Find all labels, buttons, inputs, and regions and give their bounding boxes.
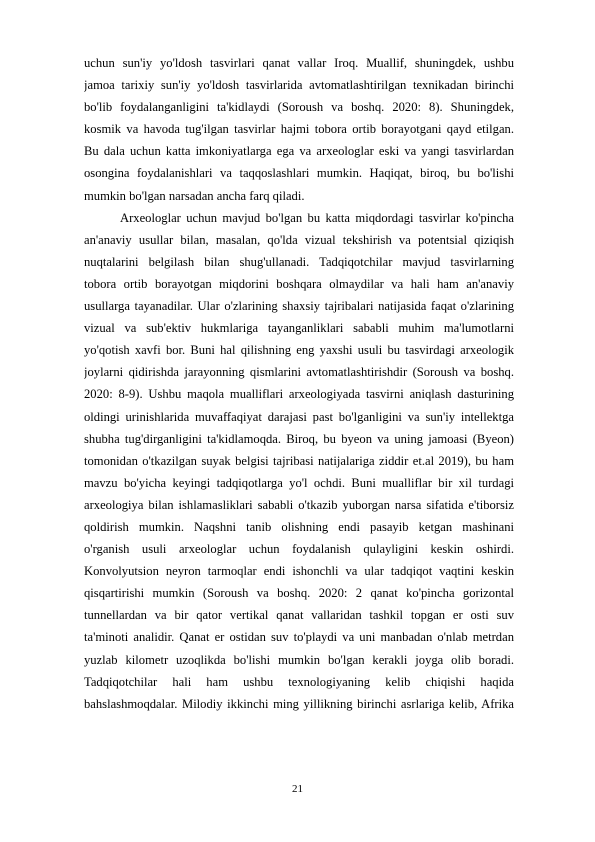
text-line: Bu dala uchun katta imkoniyatlarga ega va arxeologlar eski va yangi tasvirlardan: [84, 144, 514, 159]
text-line: joylarni qidirishda jarayonning qismlarini avtomatlashtirishdir (Soroush va boshq.: [84, 365, 514, 380]
text-line: an'anaviy usullar bilan, masalan, qo'lda vizual tekshirish va potentsial qiziqish: [84, 232, 514, 247]
text-line: osongina foydalanishlari va taqqoslashlari mumkin. Haqiqat, biroq, bu bo'lishi: [84, 166, 514, 181]
text-line: ta'minoti analidir. Qanat er ostidan suv to'playdi va uni manbadan o'nlab metrdan: [84, 630, 514, 645]
text-line: uchun sun'iy yo'ldosh tasvirlari qanat vallar Iroq. Muallif, shuningdek, ushbu: [84, 56, 514, 70]
text-line: o'rganish usuli arxeologlar uchun foydalanish qulayligini keskin oshirdi.: [84, 542, 514, 557]
text-line: vizual va sub'ektiv hukmlariga tayanganliklari sababli muhim ma'lumotlarni: [84, 321, 514, 336]
text-line: nuqtalarini belgilash bilan shug'ullanadi. Tadqiqotchilar mavjud tasvirlarning: [84, 254, 514, 269]
text-line: qisqartirishi mumkin (Soroush va boshq. 2020: 2 qanat ko'pincha gorizontal: [84, 586, 514, 601]
text-line: tomonidan o'tkazilgan suyak belgisi tajribasi natijalariga ziddir et.al 2019), bu ham: [84, 453, 514, 468]
text-line: yuzlab kilometr uzoqlikda bo'lishi mumkin bo'lgan kerakli joyga olib boradi.: [84, 652, 514, 667]
text-line: oldingi urinishlarida muvaffaqiyat darajasi past bo'lganligini va sun'iy intellektga: [84, 409, 514, 424]
paragraph-first-line: Arxeologlar uchun mavjud bo'lgan bu katta miqdordagi tasvirlar ko'pincha: [120, 210, 514, 225]
text-line: tunnellardan va bir qator vertikal qanat vallaridan tashkil topgan er osti suv: [84, 608, 514, 623]
text-line: kosmik va havoda tug'ilgan tasvirlar hajmi tobora ortib borayotgani qayd etilgan.: [84, 122, 514, 137]
text-line: yo'qotish xavfi bor. Buni hal qilishning eng yaxshi usuli bu tasvirdagi arxeologik: [84, 343, 514, 358]
page-number: 21: [292, 783, 303, 795]
text-line: 2020: 8-9). Ushbu maqola mualliflari arxeologiyada tasvirni aniqlash dasturining: [84, 387, 514, 402]
text-line: Konvolyutsion neyron tarmoqlar endi ishonchli va ular tadqiqot vaqtini keskin: [84, 564, 514, 579]
text-line: arxeologiya bilan ishlamasliklari sababli o'tkazib yuborgan narsa sifatida e'tiborsiz: [84, 497, 514, 512]
text-line: usullarga tayanadilar. Ular o'zlarining shaxsiy tajribalari natijasida faqat o'zlarining: [84, 299, 514, 314]
text-line: mavzu bo'yicha keyingi tadqiqotlarga yo'l ochdi. Buni mualliflar bir xil turdagi: [84, 475, 514, 490]
paragraph-end-line: mumkin bo'lgan narsadan ancha farq qiladi.: [84, 188, 305, 203]
text-line: Tadqiqotchilar hali ham ushbu texnologiyaning kelib chiqishi haqida: [84, 674, 514, 689]
document-body: [84, 52, 514, 715]
text-line: tobora ortib borayotgan miqdorini boshqara olmaydilar va hali ham an'anaviy: [84, 276, 514, 291]
text-line: qoldirish mumkin. Naqshni tanib olishning endi pasayib ketgan mashinani: [84, 519, 514, 534]
text-line: bahslashmoqdalar. Milodiy ikkinchi ming yillikning birinchi asrlariga kelib, Afrika: [84, 696, 514, 711]
text-line: bo'lib foydalanganligini ta'kidlaydi (Soroush va boshq. 2020: 8). Shuningdek,: [84, 100, 514, 115]
text-line: shubha tug'dirganligini ta'kidlamoqda. Biroq, bu byeon va uning jamoasi (Byeon): [84, 431, 514, 446]
text-line: jamoa tarixiy sun'iy yo'ldosh tasvirlarida avtomatlashtirilgan texnikadan birinchi: [84, 78, 514, 93]
